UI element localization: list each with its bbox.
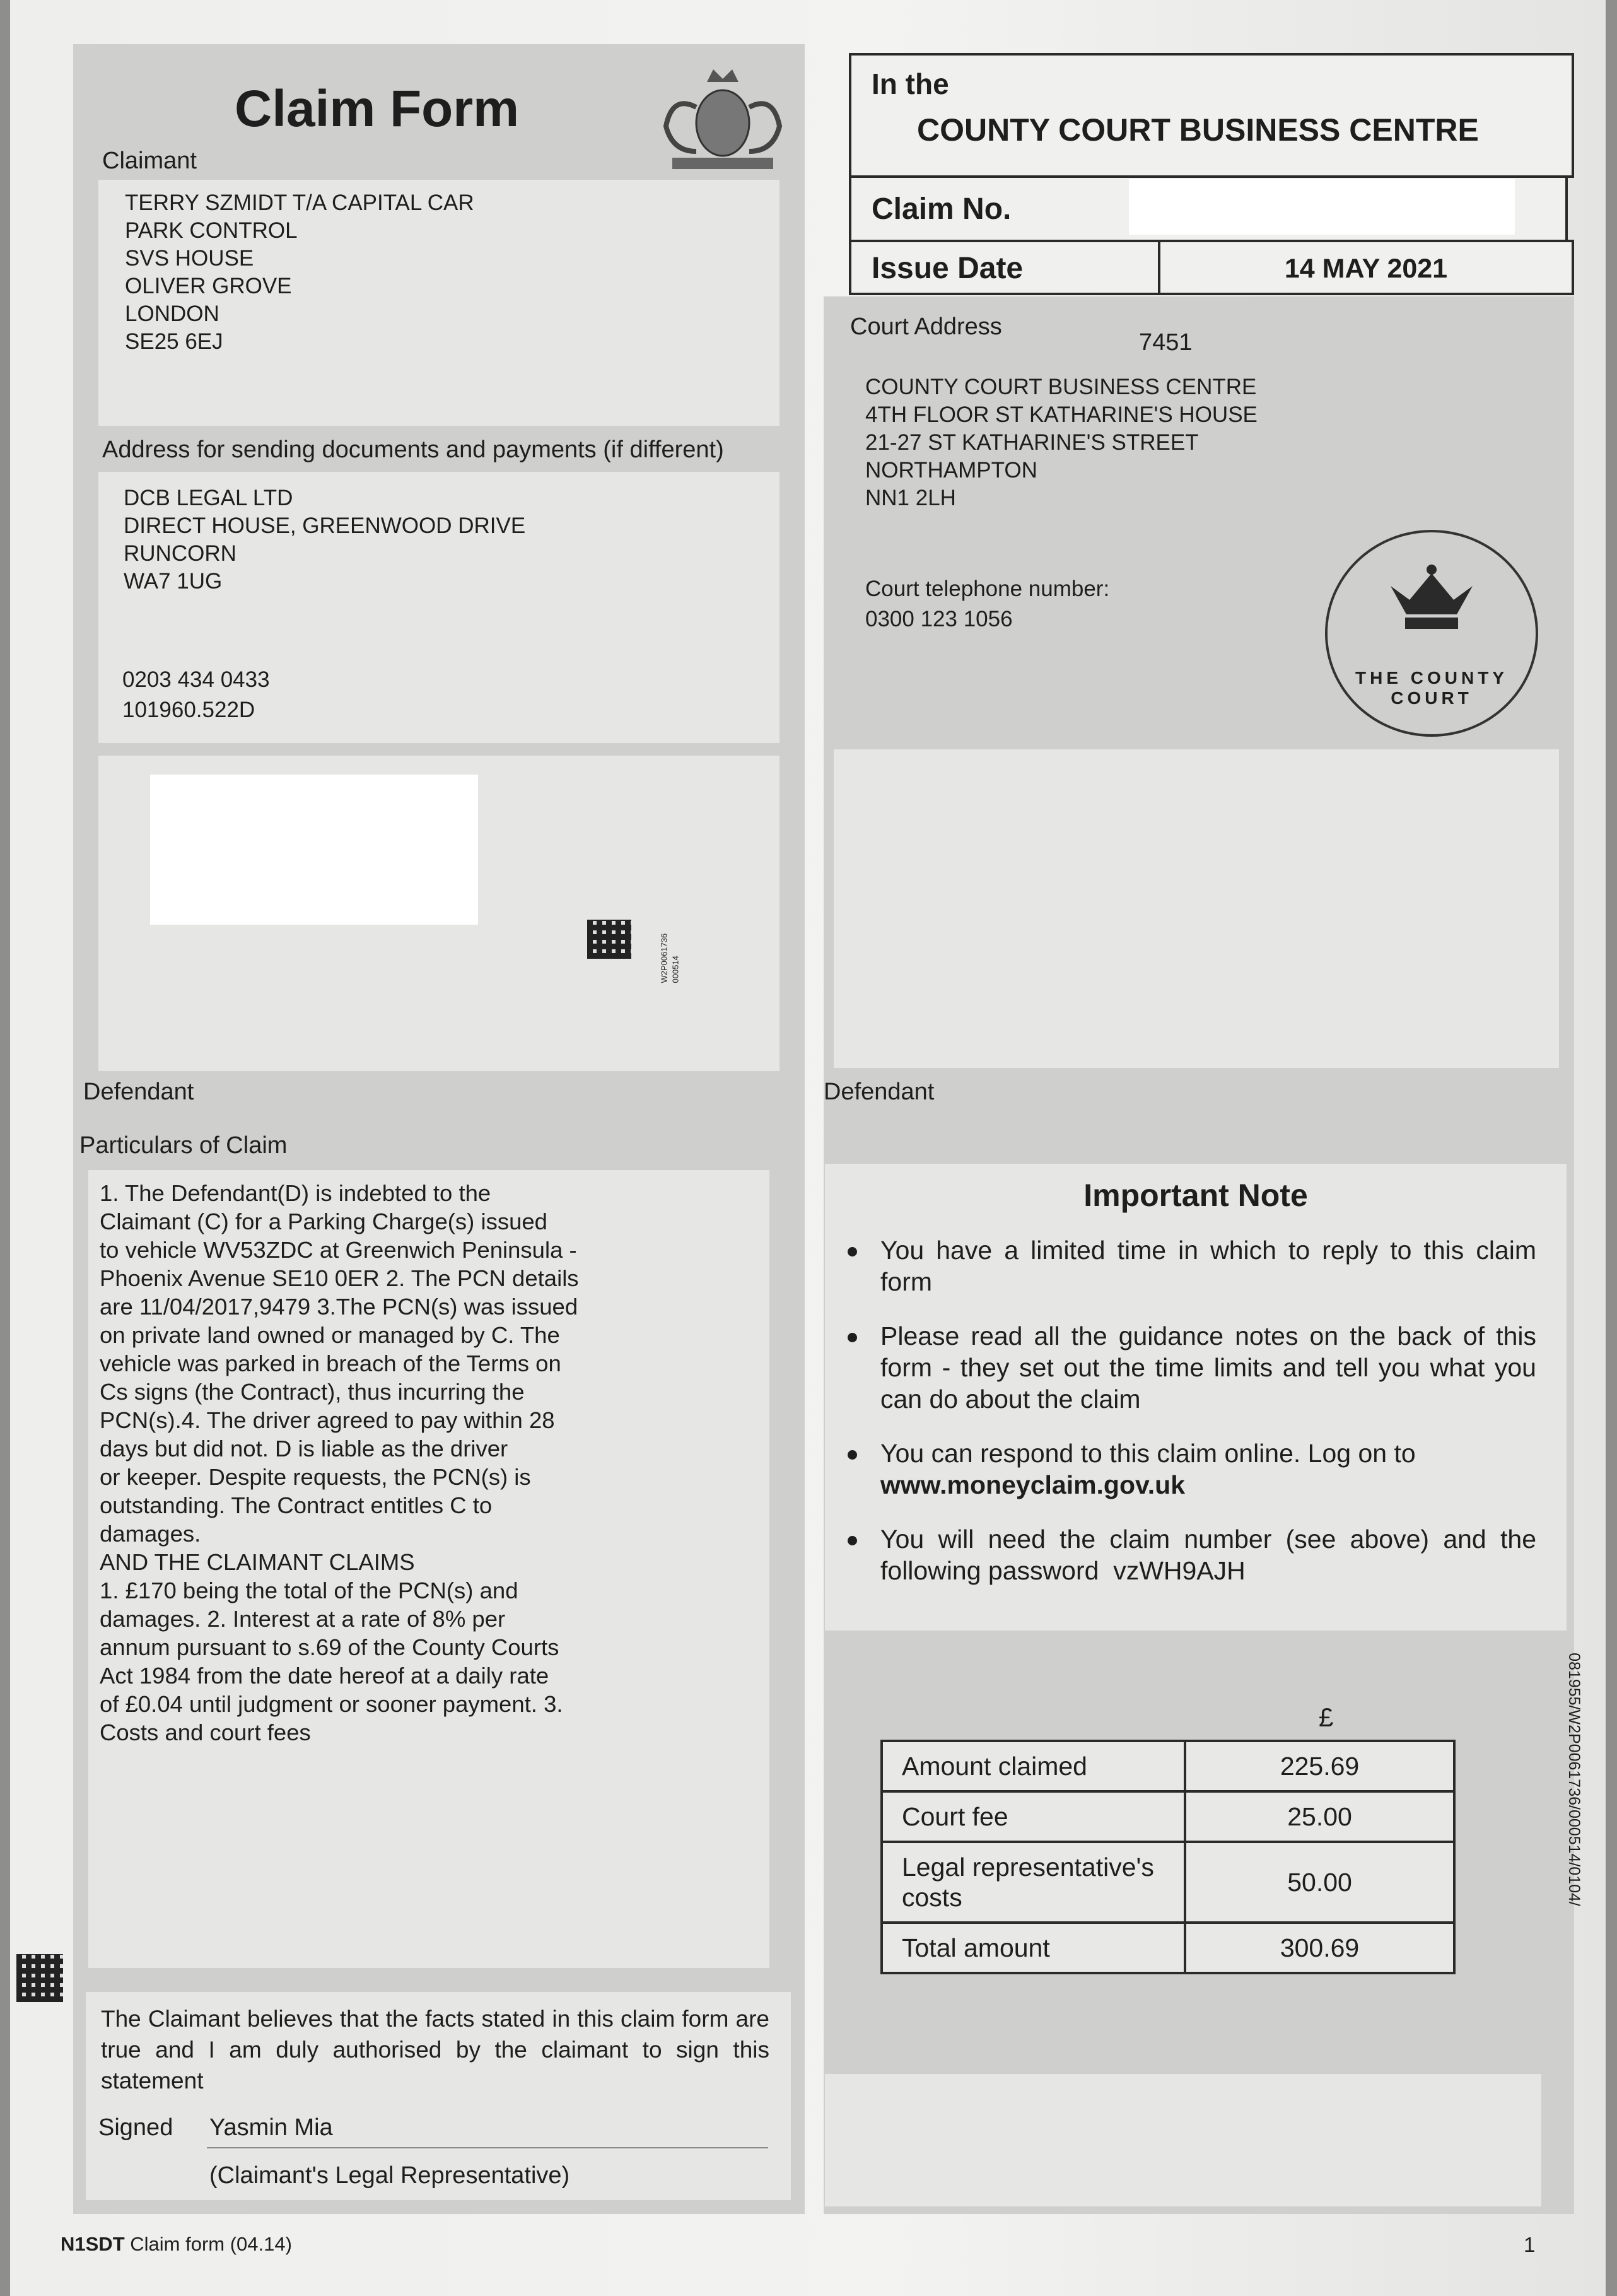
- sending-address-line: DCB LEGAL LTD: [124, 486, 293, 510]
- defendant-address-redaction: [150, 775, 478, 925]
- claimant-label: Claimant: [102, 148, 197, 174]
- side-reference: 081955/W2P0061736/000514/0104/: [1565, 1653, 1583, 1906]
- sending-address: [124, 484, 525, 595]
- court-address-label: Court Address: [850, 313, 1002, 340]
- currency-symbol: £: [1319, 1702, 1334, 1732]
- barcode-text-line: 000514: [670, 956, 680, 983]
- claim-number-box: [849, 175, 1568, 242]
- claimant-address-line: OLIVER GROVE: [125, 274, 292, 298]
- claimant-address-line: LONDON: [125, 302, 219, 326]
- court-address-line: 4TH FLOOR ST KATHARINE'S HOUSE: [865, 402, 1258, 427]
- sending-reference: 101960.522D: [122, 698, 255, 722]
- crown-icon: [1381, 561, 1482, 636]
- claimant-address-line: PARK CONTROL: [125, 218, 298, 243]
- claim-number-redaction: [1129, 179, 1515, 235]
- county-court-seal-text: THE COUNTY COURT: [1355, 668, 1508, 708]
- important-note-item: [836, 1234, 1536, 1297]
- signature-line: [207, 2147, 768, 2148]
- important-note-text: Please read all the guidance notes on the back of this form - they set out the time limits and tell you what you can do about the claim: [880, 1321, 1536, 1414]
- important-note-text: You can respond to this claim online. Log on to: [880, 1439, 1416, 1468]
- barcode-text-line: W2P0061736: [659, 933, 669, 983]
- claimant-box: [98, 180, 779, 426]
- bullet-icon: [848, 1247, 857, 1256]
- court-in-label: In the: [872, 67, 949, 100]
- particulars-text: 1. The Defendant(D) is indebted to the Claimant (C) for a Parking Charge(s) issued to vehicle WV53ZDC at Greenwich Peninsula - Phoenix Avenue SE10 0ER 2. The PCN details are 11/04/2017,9479 3.The PCN(s) was issued on private land owned or managed by C. The vehicle was parked in breach of the Terms on Cs signs (the Contract), thus incurring the PCN(s).4. The driver agreed to pay within 28 days but did not. D is liable as the driver or keeper. Despite requests, the PCN(s) is outstanding. The Contract entitles C to damages. AND THE CLAIMANT CLAIMS 1. £170 being the total of the PCN(s) and damages. 2. Interest at a rate of 8% per annum pursuant to s.69 of the County Courts Act 1984 from the date hereof at a daily rate of £0.04 until judgment or sooner payment. 3. Costs and court fees: [100, 1180, 579, 1745]
- password-value: vzWH9AJH: [1113, 1556, 1246, 1585]
- particulars-label: Particulars of Claim: [79, 1132, 288, 1159]
- moneyclaim-website-link[interactable]: www.moneyclaim.gov.uk: [880, 1470, 1186, 1499]
- court-telephone-label: Court telephone number:: [865, 577, 1110, 601]
- particulars-box: [88, 1170, 769, 1968]
- statement-text: The Claimant believes that the facts stated in this claim form are true and I am duly authorised by the claimant to sign this statement: [101, 2006, 769, 2094]
- amounts-table: [880, 1740, 1456, 1974]
- amount-label: Total amount: [882, 1923, 1185, 1973]
- signatory-role: (Claimant's Legal Representative): [209, 2162, 570, 2189]
- claim-form-page: [10, 0, 1606, 2296]
- defendant-barcode-icon: [587, 920, 631, 959]
- amount-value: 300.69: [1185, 1923, 1454, 1973]
- form-footer: [61, 2232, 292, 2257]
- important-note-list: [836, 1234, 1536, 1609]
- claimant-address-line: TERRY SZMIDT T/A CAPITAL CAR: [125, 190, 474, 215]
- bullet-icon: [848, 1333, 857, 1342]
- signed-label: Signed: [98, 2114, 173, 2141]
- signature-box-right: [825, 2074, 1541, 2206]
- bullet-icon: [848, 1450, 857, 1460]
- important-note-box: [825, 1164, 1567, 1631]
- sending-phone: 0203 434 0433: [122, 667, 270, 692]
- amount-value: 25.00: [1185, 1791, 1454, 1842]
- bullet-icon: [848, 1536, 857, 1545]
- defendant-label-left: Defendant: [83, 1079, 194, 1105]
- claim-number-label: Claim No.: [872, 192, 1012, 226]
- court-telephone: 0300 123 1056: [865, 607, 1013, 631]
- important-note-item: [836, 1320, 1536, 1415]
- issue-date-label: Issue Date: [872, 252, 1024, 285]
- important-note-title: Important Note: [1083, 1178, 1308, 1213]
- court-address: [865, 373, 1258, 512]
- form-code: N1SDT: [61, 2233, 125, 2255]
- important-note-item: [836, 1438, 1536, 1501]
- defendant-barcode-text: [636, 913, 680, 983]
- amount-label: Legal representative's costs: [882, 1842, 1185, 1923]
- important-note-text: You have a limited time in which to reply to this claim form: [880, 1236, 1536, 1296]
- sending-address-line: DIRECT HOUSE, GREENWOOD DRIVE: [124, 513, 526, 538]
- important-note-item: [836, 1523, 1536, 1586]
- page-number: 1: [1524, 2233, 1536, 2256]
- claimant-address: [125, 189, 474, 356]
- amount-value: 50.00: [1185, 1842, 1454, 1923]
- defendant-label-right: Defendant: [824, 1079, 935, 1105]
- royal-coat-of-arms-icon: [647, 57, 798, 177]
- sending-address-line: RUNCORN: [124, 541, 236, 566]
- issue-date-value: 14 MAY 2021: [1284, 254, 1448, 284]
- court-name-heading: COUNTY COURT BUSINESS CENTRE: [917, 112, 1479, 148]
- margin-barcode-icon: [16, 1954, 63, 2002]
- table-row: [882, 1923, 1454, 1973]
- court-address-line: NN1 2LH: [865, 486, 956, 510]
- amount-value: 225.69: [1185, 1741, 1454, 1791]
- page-title: Claim Form: [235, 80, 520, 138]
- table-row: [882, 1842, 1454, 1923]
- claimant-address-line: SVS HOUSE: [125, 246, 254, 271]
- signed-name: Yasmin Mia: [209, 2114, 333, 2141]
- sending-address-line: WA7 1UG: [124, 569, 223, 594]
- amount-label: Court fee: [882, 1791, 1185, 1842]
- form-name: Claim form (04.14): [130, 2233, 292, 2255]
- court-address-line: NORTHAMPTON: [865, 458, 1037, 483]
- table-row: [882, 1741, 1454, 1791]
- court-address-line: COUNTY COURT BUSINESS CENTRE: [865, 375, 1257, 399]
- issue-date-box: [849, 240, 1574, 295]
- court-address-line: 21-27 ST KATHARINE'S STREET: [865, 430, 1199, 455]
- important-note-text: You will need the claim number (see above) and the following password: [880, 1525, 1536, 1585]
- court-code: 7451: [1139, 329, 1193, 356]
- court-name-box: [849, 53, 1574, 178]
- amount-label: Amount claimed: [882, 1741, 1185, 1791]
- defendant-box-right: [834, 749, 1559, 1068]
- claimant-address-line: SE25 6EJ: [125, 329, 223, 354]
- statement-of-truth-box: [86, 1992, 791, 2200]
- sending-address-box: [98, 472, 779, 743]
- table-row: [882, 1791, 1454, 1842]
- county-court-seal: [1325, 530, 1538, 737]
- sending-address-label: Address for sending documents and payments (if different): [102, 436, 724, 463]
